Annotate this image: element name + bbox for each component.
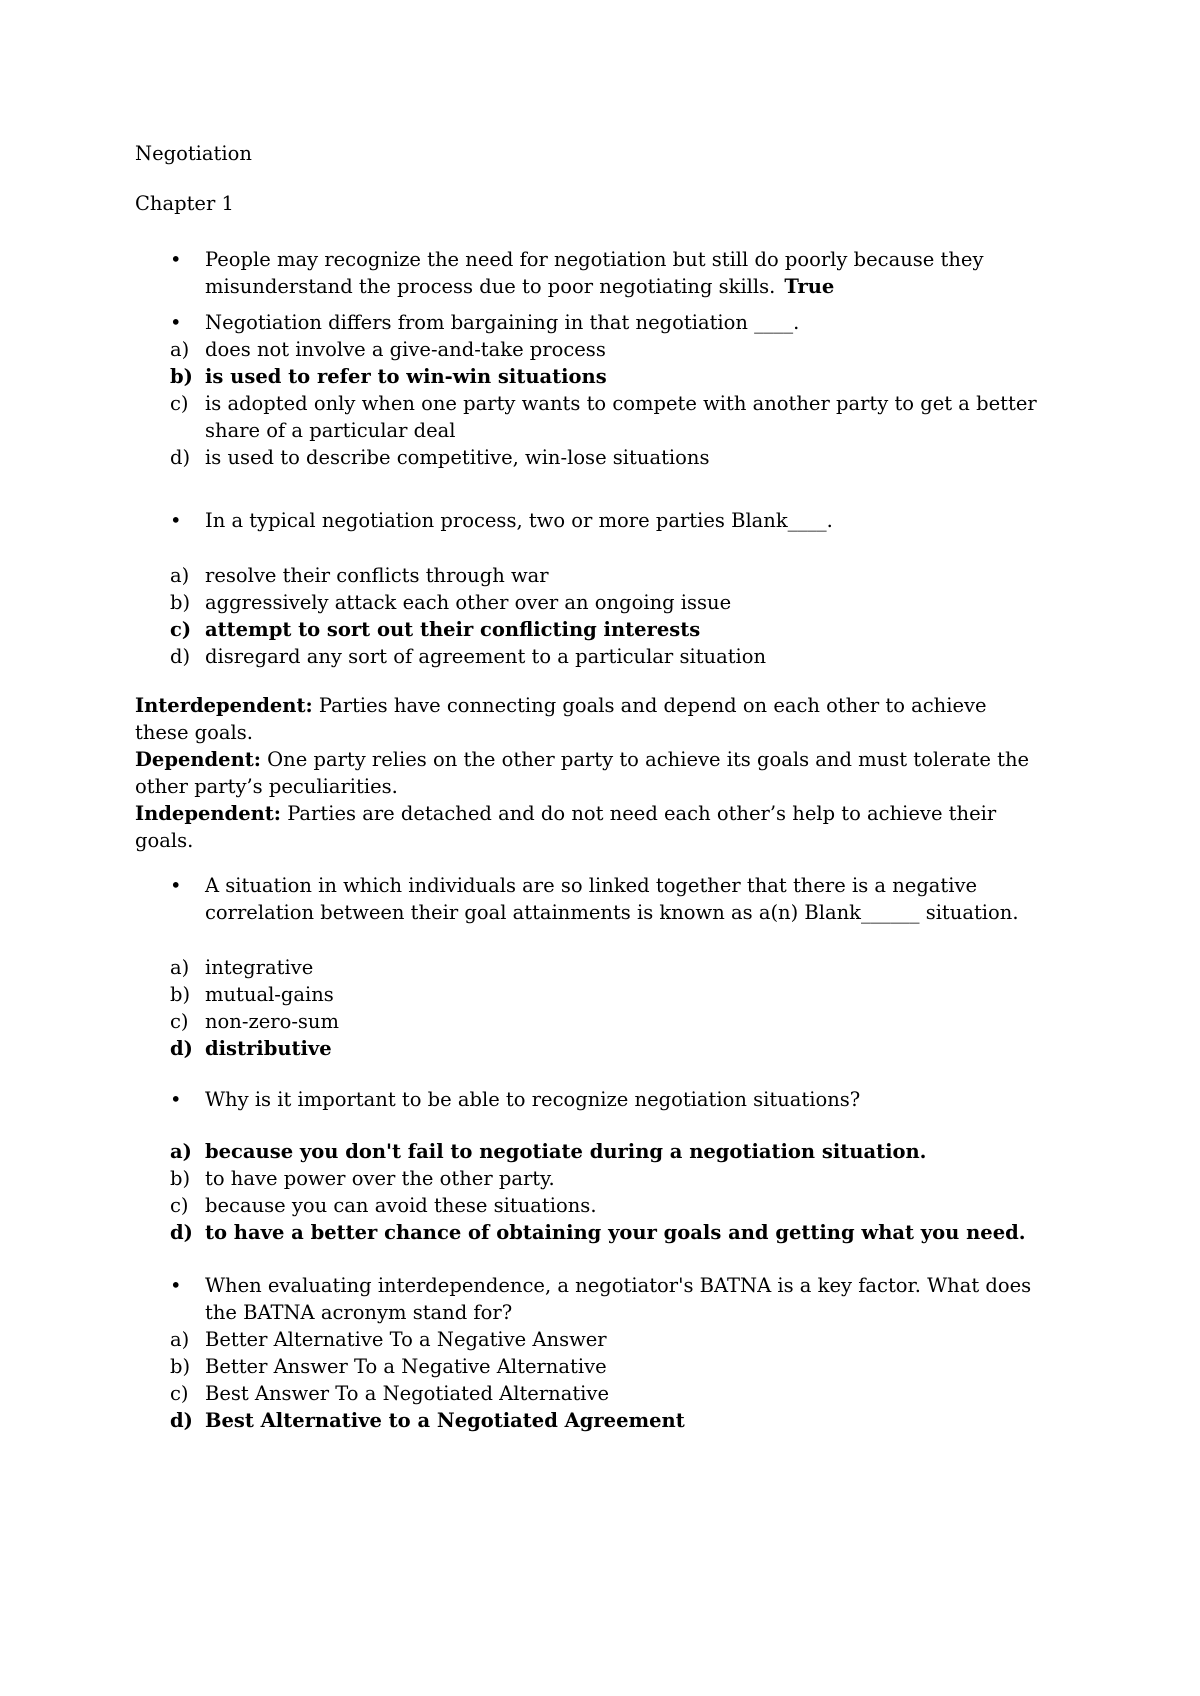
option-text: integrative [205,956,314,979]
q4-option-d [170,1035,1070,1062]
option-text: resolve their conflicts through war [205,564,549,587]
option-text: does not involve a give-and-take process [205,338,606,361]
option-text: Best Answer To a Negotiated Alternative [205,1382,609,1405]
option-label: d) [170,1221,193,1244]
question-3 [170,507,1070,534]
option-text: because you don't fail to negotiate during a negotiation situation. [205,1140,927,1163]
option-label: b) [170,1167,191,1190]
bullet-icon: • [170,311,182,334]
q5-option-c [170,1192,1070,1219]
option-text: is adopted only when one party wants to compete with another party to get a better share of a particular deal [205,392,1037,442]
definition-text: Parties are detached and do not need each other’s help to achieve their goals. [135,802,997,852]
option-label: c) [170,1194,189,1217]
option-text: attempt to sort out their conflicting interests [205,618,701,641]
option-text: non-zero-sum [205,1010,339,1033]
option-text: Better Answer To a Negative Alternative [205,1355,607,1378]
q2-option-d [170,444,1070,471]
question-3-text: In a typical negotiation process, two or more parties Blank____. [205,509,833,532]
option-text: distributive [205,1037,332,1060]
question-6-text: When evaluating interdependence, a negotiator's BATNA is a key factor. What does the BATNA acronym stand for? [205,1274,1032,1324]
document-title: Negotiation [135,142,252,165]
option-label: d) [170,645,191,668]
q4-option-b [170,981,1070,1008]
option-text: mutual-gains [205,983,334,1006]
option-text: is used to describe competitive, win-lose situations [205,446,710,469]
option-label: a) [170,338,190,361]
chapter-heading: Chapter 1 [135,192,234,215]
q3-option-b [170,589,1070,616]
option-text: aggressively attack each other over an ongoing issue [205,591,732,614]
option-label: a) [170,564,190,587]
option-label: b) [170,1355,191,1378]
option-label: c) [170,618,192,641]
option-label: c) [170,392,189,415]
definition-text: One party relies on the other party to achieve its goals and must tolerate the other party’s peculiarities. [135,748,1030,798]
question-5-text: Why is it important to be able to recognize negotiation situations? [205,1088,861,1111]
bullet-icon: • [170,509,182,532]
definition-term: Dependent: [135,748,261,771]
option-label: b) [170,983,191,1006]
bullet-icon: • [170,1088,182,1111]
bullet-icon: • [170,874,182,897]
q3-option-c [170,616,1070,643]
q3-option-a [170,562,1070,589]
option-text: because you can avoid these situations. [205,1194,597,1217]
option-text: to have a better chance of obtaining your goals and getting what you need. [205,1221,1026,1244]
definition-independent [135,800,1040,854]
question-6 [170,1272,1070,1326]
option-text: Best Alternative to a Negotiated Agreement [205,1409,685,1432]
bullet-icon: • [170,1274,182,1297]
option-label: a) [170,956,190,979]
option-label: b) [170,365,193,388]
question-1-answer: True [784,275,835,298]
option-text: Better Alternative To a Negative Answer [205,1328,607,1351]
question-4 [170,872,1070,926]
option-label: c) [170,1010,189,1033]
question-4-text: A situation in which individuals are so linked together that there is a negative correlation between their goal attainments is known as a(n) Blank______ situation. [205,874,1019,924]
definition-term: Independent: [135,802,281,825]
definition-dependent [135,746,1040,800]
q6-option-d [170,1407,1070,1434]
q5-option-b [170,1165,1070,1192]
option-label: c) [170,1382,189,1405]
option-text: to have power over the other party. [205,1167,555,1190]
option-label: d) [170,446,191,469]
q2-option-b [170,363,1070,390]
q2-option-c [170,390,1070,444]
bullet-icon: • [170,248,182,271]
option-label: d) [170,1037,193,1060]
definition-interdependent [135,692,1040,746]
option-label: a) [170,1328,190,1351]
q3-option-d [170,643,1070,670]
q6-option-b [170,1353,1070,1380]
option-label: b) [170,591,191,614]
question-1-text: People may recognize the need for negotiation but still do poorly because they misunderstand the process due to poor negotiating skills. [205,248,984,298]
option-text: is used to refer to win-win situations [205,365,607,388]
q5-option-d [170,1219,1070,1246]
q2-option-a [170,336,1070,363]
question-2-text: Negotiation differs from bargaining in that negotiation ____. [205,311,800,334]
question-2 [170,309,1070,336]
definition-term: Interdependent: [135,694,313,717]
q5-option-a [170,1138,1070,1165]
question-1-body [205,246,1045,300]
option-label: a) [170,1140,192,1163]
question-5 [170,1086,1070,1113]
option-text: disregard any sort of agreement to a particular situation [205,645,767,668]
q4-option-c [170,1008,1070,1035]
q6-option-c [170,1380,1070,1407]
question-1 [170,246,1070,300]
definition-text: Parties have connecting goals and depend on each other to achieve these goals. [135,694,987,744]
q6-option-a [170,1326,1070,1353]
option-label: d) [170,1409,193,1432]
q4-option-a [170,954,1070,981]
